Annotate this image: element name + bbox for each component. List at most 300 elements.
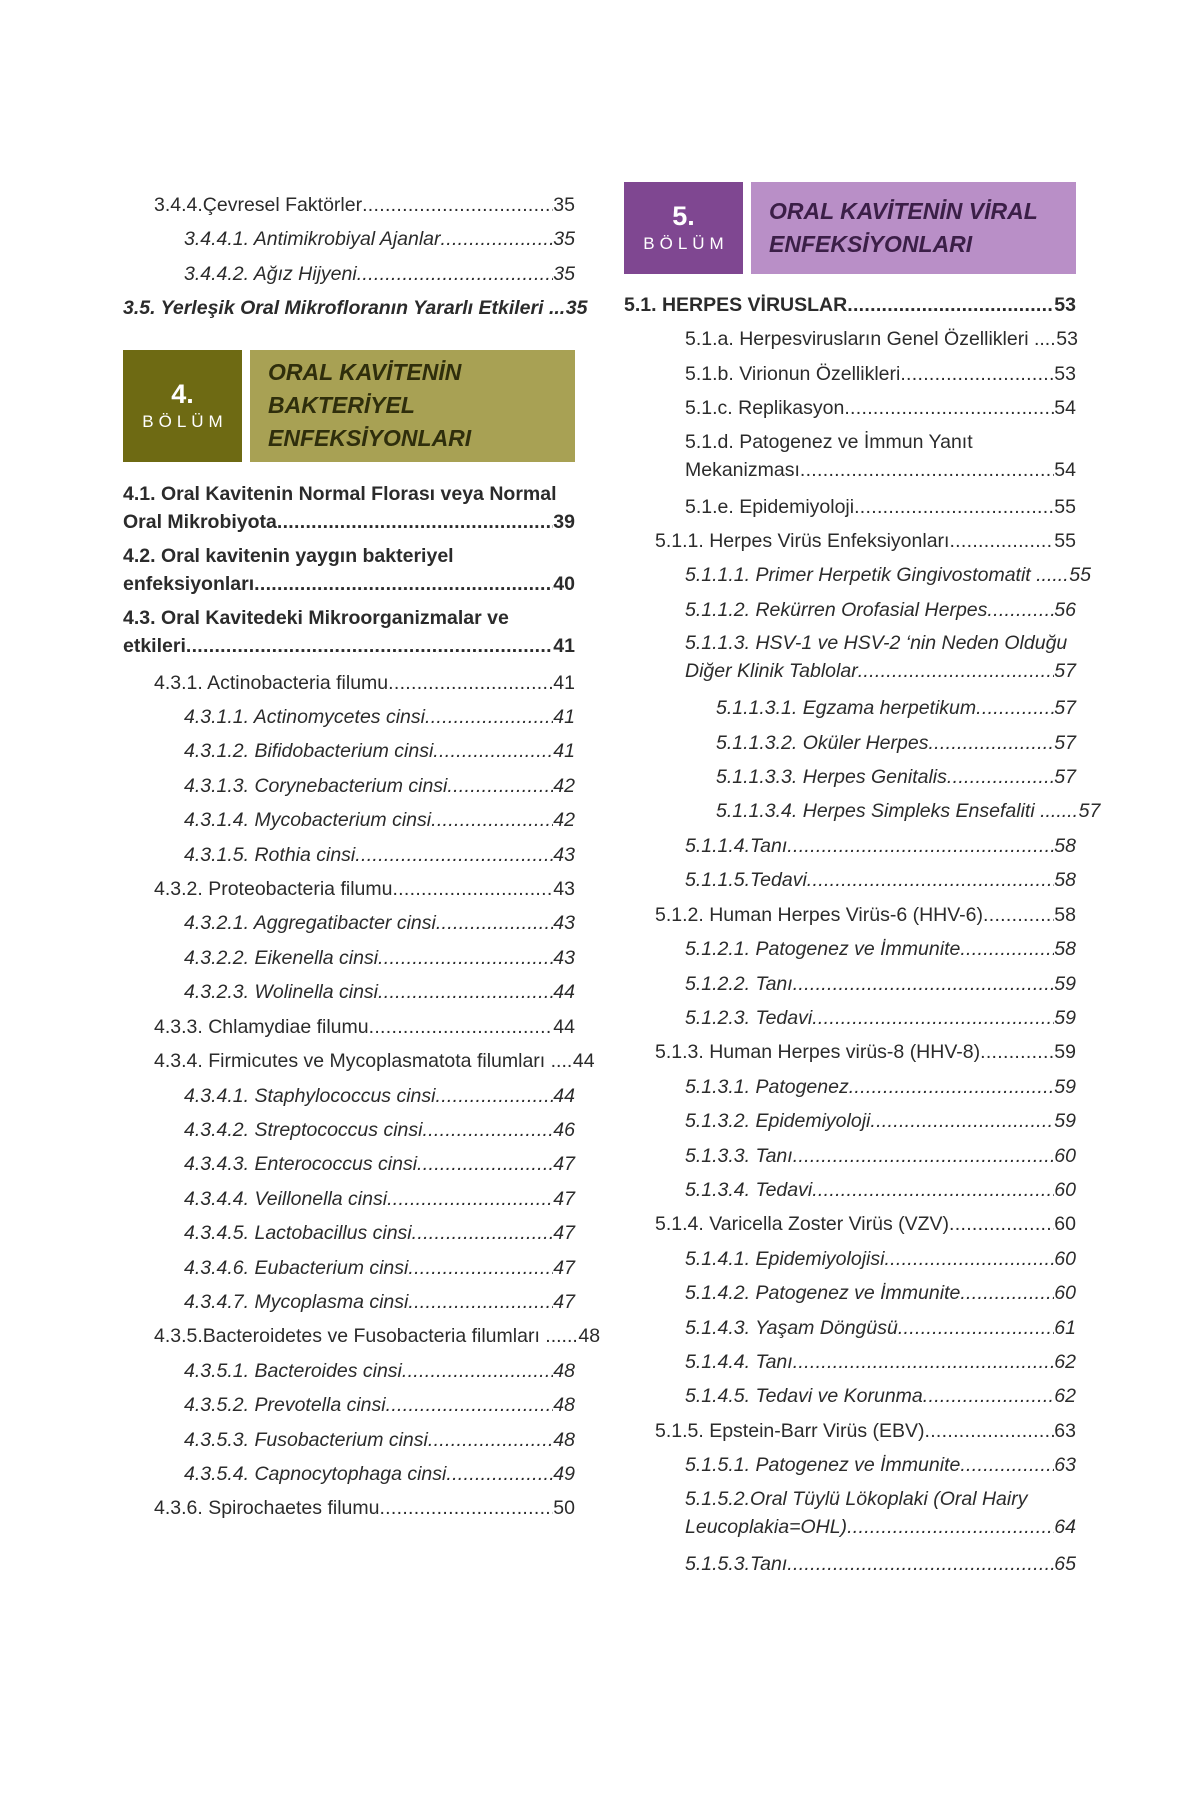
toc-entry — [123, 222, 575, 256]
toc-dot-leader — [402, 1354, 553, 1388]
toc-dot-leader — [417, 1147, 553, 1181]
toc-entry — [624, 391, 1076, 425]
chapter-word: BÖLÜM — [643, 234, 729, 253]
toc-page-number: 39 — [553, 510, 575, 533]
toc-dot-leader — [870, 1104, 1054, 1138]
toc-dot-leader — [412, 1216, 554, 1250]
toc-entry-title: 5.1.3. Human Herpes virüs-8 (HHV-8) — [655, 1041, 981, 1064]
toc-group-5-1-5-3 — [624, 1547, 1076, 1581]
toc-entry-title-cont: Mekanizması — [685, 458, 800, 481]
toc-entry-title: 4.3.4.7. Mycoplasma cinsi — [184, 1290, 409, 1313]
toc-entry — [624, 932, 1076, 966]
toc-dot-leader — [277, 508, 553, 536]
toc-entry-title: 5.1.4.1. Epidemiyolojisi — [685, 1247, 885, 1270]
toc-dot-leader — [369, 1010, 554, 1044]
toc-entry-title: 5.1.2. Human Herpes Virüs-6 (HHV-6) — [655, 903, 984, 926]
toc-entry-title: 3.4.4.1. Antimikrobiyal Ajanlar — [184, 228, 441, 251]
toc-entry-title: 4.3.4.4. Veillonella cinsi — [184, 1187, 388, 1210]
toc-entry — [624, 794, 1101, 828]
toc-page-number: 47 — [553, 1153, 575, 1176]
toc-entry — [123, 1010, 575, 1044]
toc-entry-title: 4.3.2.2. Eikenella cinsi — [184, 946, 379, 969]
chapter-title-line: ORAL KAVİTENİN VİRAL — [769, 198, 1038, 224]
toc-dot-leader — [923, 1379, 1055, 1413]
toc-page-number: 35 — [553, 228, 575, 251]
toc-dot-leader — [800, 456, 1054, 484]
toc-page-number: 48 — [553, 1428, 575, 1451]
toc-page-number: 59 — [1054, 1110, 1076, 1133]
toc-page-number: 60 — [1054, 1213, 1076, 1236]
toc-page-number: 55 — [1054, 495, 1076, 518]
toc-dot-leader — [431, 803, 553, 837]
toc-entry — [624, 322, 1076, 356]
toc-page-number: 56 — [1054, 598, 1076, 621]
toc-dot-leader — [362, 188, 553, 222]
toc-dot-leader — [980, 1035, 1054, 1069]
toc-entry-title: 4.3.1.5. Rothia cinsi — [184, 843, 356, 866]
toc-entry-multiline — [123, 542, 575, 598]
toc-entry — [624, 1345, 1076, 1379]
toc-dot-leader — [408, 1251, 553, 1285]
chapter-5-title — [751, 182, 1076, 274]
toc-page-number: 41 — [553, 740, 575, 763]
toc-entry-title: 5.1.3.1. Patogenez — [685, 1075, 849, 1098]
toc-page-number: 40 — [553, 572, 575, 595]
toc-page-number: 55 — [1054, 530, 1076, 553]
toc-dot-leader — [812, 1001, 1054, 1035]
toc-page-number: 59 — [1054, 1041, 1076, 1064]
toc-entry — [624, 357, 1076, 391]
toc-dot-leader — [447, 769, 553, 803]
toc-dot-leader — [847, 288, 1054, 322]
toc-entry — [123, 1182, 575, 1216]
toc-page-number: 63 — [1054, 1419, 1076, 1442]
toc-entry-title: 5.1.2.3. Tedavi — [685, 1006, 813, 1029]
chapter-title-line: ORAL KAVİTENİN — [268, 359, 462, 386]
chapter-word: BÖLÜM — [142, 411, 228, 431]
toc-entry-title: 4.3.4.6. Eubacterium cinsi — [184, 1256, 409, 1279]
toc-dot-leader — [379, 1491, 553, 1525]
toc-entry-title: 5.1.1.3.4. Herpes Simpleks Ensefaliti ...... — [716, 800, 1073, 823]
toc-entry — [123, 906, 575, 940]
toc-entry — [123, 1044, 595, 1078]
toc-group-5-1 — [624, 288, 1076, 426]
toc-entry — [123, 941, 575, 975]
toc-entry-title: 4.3.1.1. Actinomycetes cinsi — [184, 706, 425, 729]
toc-entry — [624, 1139, 1076, 1173]
toc-entry-title: 5.1.3.4. Tedavi — [685, 1178, 813, 1201]
toc-entry — [624, 1276, 1076, 1310]
toc-page-number: 58 — [1054, 903, 1076, 926]
toc-entry-title: 4.3.4. Firmicutes ve Mycoplasmatota filumları ... — [154, 1050, 567, 1073]
toc-entry — [123, 1285, 575, 1319]
toc-entry-multiline — [624, 629, 1076, 685]
toc-page-number: 58 — [1054, 869, 1076, 892]
toc-page-number: 53 — [1054, 362, 1076, 385]
toc-entry-title: 4.3.5.4. Capnocytophaga cinsi — [184, 1462, 447, 1485]
toc-entry-line2 — [123, 632, 575, 660]
toc-entry-title: 3.4.4.2. Ağız Hijyeni — [184, 262, 357, 285]
toc-entry — [123, 1147, 575, 1181]
toc-page-number: 57 — [1078, 800, 1101, 823]
toc-dot-leader — [787, 829, 1054, 863]
toc-entry-title: 5.1.5.1. Patogenez ve İmmunite — [685, 1454, 961, 1477]
toc-dot-leader — [387, 1182, 553, 1216]
toc-dot-leader — [976, 691, 1054, 725]
toc-entry — [624, 726, 1076, 760]
toc-dot-leader — [983, 898, 1054, 932]
toc-entry — [624, 1070, 1076, 1104]
toc-dot-leader — [844, 391, 1054, 425]
toc-group-5-1-5-2 — [624, 1485, 1076, 1541]
toc-entry — [624, 1104, 1076, 1138]
toc-entry-title-cont: enfeksiyonları — [123, 572, 255, 595]
toc-page-number: 58 — [1054, 938, 1076, 961]
toc-page-number: 54 — [1054, 397, 1076, 420]
toc-entry-title: 5.1.d. Patogenez ve İmmun Yanıt — [685, 430, 973, 453]
toc-page-number: 53 — [1056, 328, 1078, 351]
toc-entry — [624, 490, 1076, 524]
toc-dot-leader — [849, 1070, 1055, 1104]
toc-entry-title: 5.1.5. Epstein-Barr Virüs (EBV) — [655, 1419, 925, 1442]
toc-entry-title: 5.1.5.2.Oral Tüylü Lökoplaki (Oral Hairy — [685, 1487, 1028, 1510]
toc-entry — [123, 803, 575, 837]
toc-dot-leader — [925, 1414, 1055, 1448]
toc-entry — [123, 1251, 575, 1285]
toc-page-number: 62 — [1054, 1350, 1076, 1373]
toc-entry-title: 5.1.4. Varicella Zoster Virüs (VZV) — [655, 1213, 950, 1236]
chapter-title-line: BAKTERİYEL — [268, 392, 415, 419]
toc-page-number: 41 — [553, 706, 575, 729]
toc-entry-title: 5.1.1.1. Primer Herpetik Gingivostomatit ..... — [685, 564, 1064, 587]
toc-dot-leader — [858, 657, 1055, 685]
toc-entry — [123, 291, 588, 325]
toc-page-number: 57 — [1054, 697, 1076, 720]
toc-entry-title: 5.1.1.3.1. Egzama herpetikum — [716, 697, 977, 720]
toc-dot-leader — [386, 1388, 554, 1422]
toc-dot-leader — [441, 222, 554, 256]
toc-dot-leader — [793, 1139, 1055, 1173]
toc-entry — [624, 1035, 1076, 1069]
toc-entry-title: 4.3.5.2. Prevotella cinsi — [184, 1394, 386, 1417]
toc-entry — [624, 863, 1076, 897]
toc-page-number: 47 — [553, 1256, 575, 1279]
toc-entry — [624, 1448, 1076, 1482]
toc-entry — [123, 257, 575, 291]
toc-page-number: 41 — [553, 634, 575, 657]
toc-entry — [624, 1311, 1076, 1345]
chapter-number: 5. — [672, 201, 695, 231]
toc-page-number: 57 — [1054, 660, 1076, 683]
toc-dot-leader — [357, 257, 554, 291]
chapter-4-header — [123, 350, 575, 462]
toc-entry — [624, 1414, 1076, 1448]
toc-dot-leader — [428, 1423, 553, 1457]
toc-entry — [123, 1457, 575, 1491]
toc-group-5-1-1-3 — [624, 629, 1076, 685]
chapter-4-number-box — [123, 350, 242, 462]
toc-dot-leader — [388, 666, 553, 700]
toc-dot-leader — [898, 1311, 1054, 1345]
toc-entry — [123, 1423, 575, 1457]
toc-entry-line2 — [123, 570, 575, 598]
toc-entry — [624, 1173, 1076, 1207]
toc-dot-leader — [422, 1113, 553, 1147]
toc-entry-title: 4.3.1.3. Corynebacterium cinsi — [184, 774, 448, 797]
toc-page-number: 47 — [553, 1290, 575, 1313]
toc-dot-leader — [186, 632, 553, 660]
toc-entry — [123, 1354, 575, 1388]
toc-page-number: 35 — [553, 262, 575, 285]
toc-entry — [624, 1547, 1076, 1581]
toc-dot-leader — [900, 357, 1054, 391]
toc-entry — [123, 1491, 575, 1525]
toc-entry — [624, 1379, 1076, 1413]
toc-page-number: 44 — [572, 1050, 595, 1073]
toc-group-5-1-2-to-5 — [624, 691, 1101, 1482]
toc-entry-title: 5.1.c. Replikasyon — [685, 397, 845, 420]
toc-dot-leader — [884, 1242, 1054, 1276]
toc-entry-title: 3.4.4.Çevresel Faktörler — [154, 194, 363, 216]
toc-page-number: 59 — [1054, 1006, 1076, 1029]
toc-dot-leader — [793, 967, 1055, 1001]
toc-page-number: 60 — [1054, 1144, 1076, 1167]
toc-page-number: 44 — [553, 1015, 575, 1038]
toc-entry-title: 5.1.4.2. Patogenez ve İmmunite — [685, 1282, 961, 1305]
toc-entry-title: 5.1.3.2. Epidemiyoloji — [685, 1110, 871, 1133]
toc-entry — [624, 524, 1076, 558]
toc-entry — [123, 188, 575, 222]
toc-entry — [123, 666, 575, 700]
toc-page-number: 62 — [1054, 1385, 1076, 1408]
toc-dot-leader — [425, 700, 553, 734]
toc-entry — [624, 1207, 1076, 1241]
toc-entry-title: 4.3.2. Proteobacteria filumu — [154, 878, 393, 901]
toc-entry-title: 5.1.3.3. Tanı — [685, 1144, 793, 1167]
toc-dot-leader — [378, 975, 553, 1009]
toc-entry — [123, 975, 575, 1009]
toc-entry — [123, 769, 575, 803]
toc-entry-multiline — [123, 604, 575, 660]
toc-entry — [624, 691, 1076, 725]
toc-page-number: 57 — [1054, 766, 1076, 789]
toc-entry-title: 5.1.4.3. Yaşam Döngüsü — [685, 1316, 898, 1339]
toc-dot-leader — [960, 1276, 1054, 1310]
toc-page-number: 57 — [1054, 731, 1076, 754]
toc-entry-title: 4.3.1. Actinobacteria filumu — [154, 671, 389, 694]
toc-page-number: 42 — [553, 809, 575, 832]
toc-entry-title: 5.1.a. Herpesvirusların Genel Özellikleri ... — [685, 328, 1051, 351]
chapter-title-line: ENFEKSİYONLARI — [769, 231, 973, 257]
toc-entry — [123, 1319, 601, 1353]
toc-page-number: 44 — [553, 981, 575, 1004]
toc-page-number: 58 — [1054, 834, 1076, 857]
toc-entry-title: 4.1. Oral Kavitenin Normal Florası veya Normal — [123, 482, 557, 505]
toc-entry-title: 5.1.1.3.3. Herpes Genitalis — [716, 766, 947, 789]
toc-dot-leader — [433, 734, 553, 768]
toc-entry — [624, 288, 1076, 322]
toc-entry-title: 4.3.5.3. Fusobacterium cinsi — [184, 1428, 428, 1451]
toc-entry-title: 4.3.4.3. Enterococcus cinsi — [184, 1153, 418, 1176]
toc-entry-title: 4.3.6. Spirochaetes filumu — [154, 1497, 380, 1520]
toc-page-number: 65 — [1054, 1552, 1076, 1575]
toc-page-number: 48 — [553, 1394, 575, 1417]
toc-page-number: 54 — [1054, 458, 1076, 481]
toc-entry-title: 4.3. Oral Kavitedeki Mikroorganizmalar ve — [123, 606, 509, 629]
chapter-title-line: ENFEKSİYONLARI — [268, 425, 472, 452]
toc-entry-multiline — [624, 1485, 1076, 1541]
toc-page-number: 60 — [1054, 1282, 1076, 1305]
toc-entry — [123, 1079, 575, 1113]
toc-entry-title: 5.1.2.1. Patogenez ve İmmunite — [685, 938, 961, 961]
toc-entry-line2 — [123, 508, 575, 536]
toc-entry-multiline — [624, 428, 1076, 484]
toc-dot-leader — [378, 941, 553, 975]
toc-page-number: 55 — [1069, 564, 1091, 587]
chapter-5-header — [624, 182, 1076, 274]
toc-dot-leader — [355, 838, 553, 872]
toc-dot-leader — [812, 1173, 1054, 1207]
toc-entry-title: 5.1.2.2. Tanı — [685, 972, 793, 995]
toc-entry — [624, 967, 1076, 1001]
toc-entry-title: 5.1.1.5.Tedavi — [685, 869, 807, 892]
toc-dot-leader — [987, 593, 1054, 627]
toc-dot-leader — [947, 760, 1054, 794]
toc-page-number: 64 — [1054, 1515, 1076, 1538]
toc-entry-title: 5.1.1. Herpes Virüs Enfeksiyonları — [655, 530, 950, 553]
toc-page-number: 43 — [553, 912, 575, 935]
toc-entry-title: 4.2. Oral kavitenin yaygın bakteriyel — [123, 544, 454, 567]
toc-page-number: 47 — [553, 1222, 575, 1245]
toc-entry-title: 5.1.1.4.Tanı — [685, 834, 788, 857]
toc-page-number: 48 — [553, 1359, 575, 1382]
toc-page-number: 43 — [553, 946, 575, 969]
toc-page-number: 43 — [553, 878, 575, 901]
toc-left-column — [123, 188, 601, 1526]
toc-page-number: 61 — [1054, 1316, 1076, 1339]
toc-group-4-3 — [123, 666, 601, 1526]
toc-dot-leader — [446, 1457, 553, 1491]
toc-group-3-4 — [123, 188, 588, 326]
toc-entry-title: 5.1.4.4. Tanı — [685, 1350, 793, 1373]
toc-page-number: 59 — [1054, 1075, 1076, 1098]
toc-right-column — [624, 188, 1101, 1581]
toc-page-number: 63 — [1054, 1454, 1076, 1477]
toc-entry-title: 5.1.1.3.2. Oküler Herpes — [716, 731, 929, 754]
toc-group-4-main — [123, 480, 575, 660]
toc-entry — [123, 1113, 575, 1147]
toc-entry — [624, 593, 1076, 627]
toc-entry — [123, 872, 575, 906]
toc-page-number: 53 — [1054, 294, 1076, 316]
toc-entry-title: 5.1.4.5. Tedavi ve Korunma — [685, 1385, 923, 1408]
toc-page-number: 49 — [553, 1462, 575, 1485]
toc-dot-leader — [435, 1079, 553, 1113]
toc-entry — [624, 829, 1076, 863]
toc-entry-title-cont: Diğer Klinik Tablolar — [685, 660, 858, 683]
toc-entry-title: 5.1.b. Virionun Özellikleri — [685, 362, 901, 385]
toc-entry-title: 4.3.2.1. Aggregatibacter cinsi — [184, 912, 436, 935]
toc-page-number: 60 — [1054, 1247, 1076, 1270]
toc-dot-leader — [949, 1207, 1054, 1241]
toc-page-number: 47 — [553, 1187, 575, 1210]
toc-entry-title: 3.5. Yerleşik Oral Mikrofloranın Yararlı Etkileri .. — [123, 297, 560, 320]
chapter-4-title — [250, 350, 575, 462]
toc-entry-title: 5.1.5.3.Tanı — [685, 1552, 788, 1575]
toc-entry-title: 4.3.1.2. Bifidobacterium cinsi — [184, 740, 434, 763]
toc-entry-line2 — [685, 456, 1076, 484]
toc-dot-leader — [793, 1345, 1055, 1379]
toc-page-number: 59 — [1054, 972, 1076, 995]
toc-entry — [123, 734, 575, 768]
toc-dot-leader — [408, 1285, 553, 1319]
toc-entry-title: 4.3.4.5. Lactobacillus cinsi — [184, 1222, 412, 1245]
toc-page-number: 48 — [578, 1325, 601, 1348]
toc-page-number: 35 — [553, 194, 575, 216]
toc-entry-title: 4.3.1.4. Mycobacterium cinsi — [184, 809, 432, 832]
toc-entry-title: 4.3.2.3. Wolinella cinsi — [184, 981, 379, 1004]
toc-page-number: 50 — [553, 1497, 575, 1520]
toc-entry-title: 5.1. HERPES VİRUSLAR — [624, 294, 848, 316]
toc-dot-leader — [949, 524, 1054, 558]
toc-entry — [123, 1216, 575, 1250]
toc-page-number: 35 — [565, 297, 588, 320]
toc-entry-multiline — [123, 480, 575, 536]
toc-entry-line2 — [685, 1513, 1076, 1541]
toc-entry — [624, 1242, 1076, 1276]
toc-group-5-1-d — [624, 428, 1076, 484]
toc-page-number: 46 — [553, 1118, 575, 1141]
toc-dot-leader — [960, 1448, 1054, 1482]
toc-entry-title: 5.1.1.2. Rekürren Orofasial Herpes — [685, 598, 988, 621]
toc-dot-leader — [847, 1513, 1054, 1541]
toc-dot-leader — [928, 726, 1054, 760]
toc-page-number: 44 — [553, 1084, 575, 1107]
toc-page-number: 43 — [553, 843, 575, 866]
toc-entry-title-cont: Leucoplakia=OHL) — [685, 1515, 848, 1538]
toc-entry-title: 4.3.4.1. Staphylococcus cinsi — [184, 1084, 436, 1107]
toc-entry — [123, 838, 575, 872]
toc-entry-title-cont: Oral Mikrobiyota — [123, 510, 277, 533]
toc-entry — [123, 1388, 575, 1422]
toc-entry-title: 5.1.1.3. HSV-1 ve HSV-2 ‘nin Neden Olduğu — [685, 632, 1068, 655]
toc-page-number: 60 — [1054, 1178, 1076, 1201]
toc-entry-title-cont: etkileri — [123, 634, 186, 657]
chapter-number: 4. — [171, 378, 194, 409]
toc-entry — [624, 760, 1076, 794]
toc-entry-title: 4.3.4.2. Streptococcus cinsi — [184, 1118, 423, 1141]
toc-entry-title: 4.3.3. Chlamydiae filumu — [154, 1015, 369, 1038]
chapter-5-number-box — [624, 182, 743, 274]
toc-entry-title: 5.1.e. Epidemiyoloji — [685, 495, 855, 518]
toc-dot-leader — [436, 906, 553, 940]
toc-entry-title: 4.3.5.1. Bacteroides cinsi — [184, 1359, 402, 1382]
toc-entry — [624, 1001, 1076, 1035]
toc-dot-leader — [254, 570, 553, 598]
toc-group-5-1-1 — [624, 490, 1091, 628]
toc-page-number: 41 — [553, 671, 575, 694]
toc-entry-line2 — [685, 657, 1076, 685]
toc-page-number: 42 — [553, 774, 575, 797]
toc-dot-leader — [854, 490, 1054, 524]
toc-entry — [624, 898, 1076, 932]
toc-dot-leader — [392, 872, 553, 906]
toc-entry-title: 4.3.5.Bacteroidetes ve Fusobacteria filumları ..... — [154, 1325, 573, 1348]
toc-dot-leader — [960, 932, 1054, 966]
toc-dot-leader — [807, 863, 1055, 897]
toc-dot-leader — [787, 1547, 1054, 1581]
toc-entry — [123, 700, 575, 734]
